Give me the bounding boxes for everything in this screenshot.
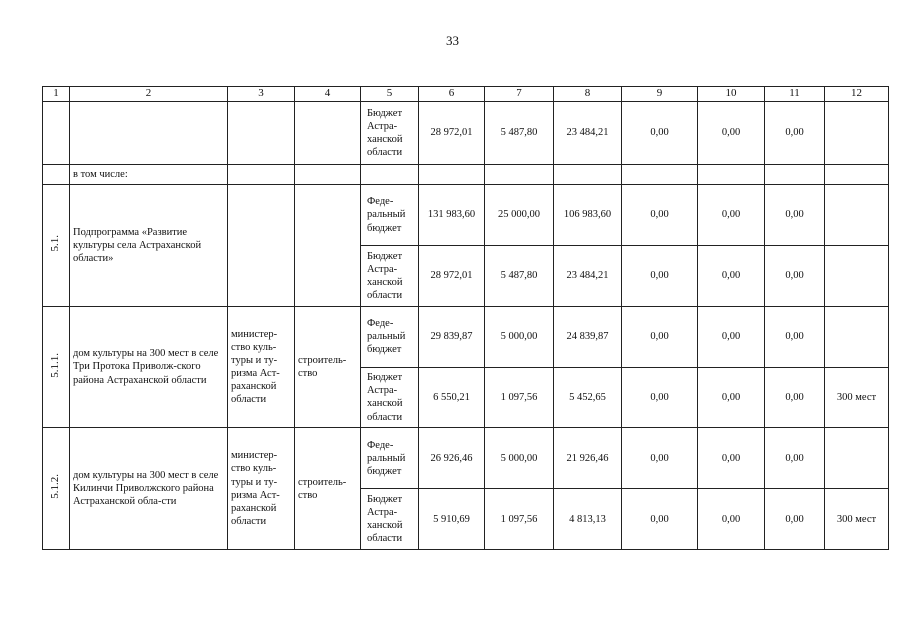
value-cell: 106 983,60: [554, 185, 622, 246]
table-row: [43, 428, 889, 489]
value-cell: 0,00: [765, 428, 825, 489]
value-cell: 5 487,80: [485, 245, 554, 306]
capacity-cell: [825, 102, 889, 165]
source-cell: Бюджет Астра-ханской области: [361, 489, 419, 550]
name-cell: дом культуры на 300 мест в селе Килинчи Приволжского района Астраханской обла-сти: [70, 428, 228, 550]
page-number: 33: [446, 33, 459, 48]
row-code: 5.1.1.: [49, 352, 62, 378]
value-cell: 5 000,00: [485, 428, 554, 489]
value-cell: 25 000,00: [485, 185, 554, 246]
value-cell: 0,00: [698, 245, 765, 306]
source-cell: Бюджет Астра-ханской области: [361, 102, 419, 165]
code-cell: [43, 428, 70, 550]
value-cell: 1 097,56: [485, 367, 554, 428]
code-cell: [43, 185, 70, 307]
col-header: 6: [419, 87, 485, 102]
value-cell: 0,00: [622, 185, 698, 246]
value-cell: 5 910,69: [419, 489, 485, 550]
table-row: [43, 306, 889, 367]
value-cell: 0,00: [622, 245, 698, 306]
value-cell: 0,00: [698, 367, 765, 428]
code-cell: [43, 102, 70, 165]
value-cell: 0,00: [622, 367, 698, 428]
value-cell: 5 487,80: [485, 102, 554, 165]
value-cell: 0,00: [698, 306, 765, 367]
value-cell: 26 926,46: [419, 428, 485, 489]
value-cell: 29 839,87: [419, 306, 485, 367]
value-cell: 0,00: [622, 489, 698, 550]
executor-cell: министер-ство куль-туры и ту-ризма Аст-раханской области: [228, 428, 295, 550]
value-cell: 0,00: [698, 102, 765, 165]
header-row: [43, 87, 889, 102]
col-header: 9: [622, 87, 698, 102]
code-cell: [43, 306, 70, 428]
value-cell: 21 926,46: [554, 428, 622, 489]
source-cell: Феде-ральный бюджет: [361, 428, 419, 489]
value-cell: 131 983,60: [419, 185, 485, 246]
value-cell: 0,00: [698, 185, 765, 246]
capacity-cell: 300 мест: [825, 367, 889, 428]
capacity-cell: [825, 185, 889, 246]
col-header: 10: [698, 87, 765, 102]
value-cell: 0,00: [622, 306, 698, 367]
source-cell: Феде-ральный бюджет: [361, 306, 419, 367]
source-cell: Бюджет Астра-ханской области: [361, 367, 419, 428]
executor-cell: министер-ство куль-туры и ту-ризма Аст-раханской области: [228, 306, 295, 428]
value-cell: 28 972,01: [419, 102, 485, 165]
code-cell: [43, 164, 70, 184]
value-cell: 28 972,01: [419, 245, 485, 306]
name-cell: дом культуры на 300 мест в селе Три Протока Приволж-ского района Астраханской области: [70, 306, 228, 428]
work-cell: строитель-ство: [295, 428, 361, 550]
value-cell: 0,00: [622, 428, 698, 489]
work-cell: [295, 102, 361, 165]
work-cell: [295, 185, 361, 307]
work-cell: строитель-ство: [295, 306, 361, 428]
value-cell: 24 839,87: [554, 306, 622, 367]
name-cell: Подпрограмма «Развитие культуры села Астраханской области»: [70, 185, 228, 307]
value-cell: 0,00: [698, 489, 765, 550]
budget-table: [42, 86, 889, 550]
col-header: 3: [228, 87, 295, 102]
col-header: 8: [554, 87, 622, 102]
value-cell: 23 484,21: [554, 245, 622, 306]
executor-cell: [228, 185, 295, 307]
table-row: [43, 164, 889, 184]
source-cell: Бюджет Астра-ханской области: [361, 245, 419, 306]
col-header: 5: [361, 87, 419, 102]
name-cell: [70, 102, 228, 165]
value-cell: 0,00: [765, 489, 825, 550]
value-cell: 5 000,00: [485, 306, 554, 367]
in-that-number-label: в том числе:: [70, 164, 228, 184]
value-cell: 4 813,13: [554, 489, 622, 550]
value-cell: 0,00: [765, 367, 825, 428]
value-cell: 0,00: [622, 102, 698, 165]
value-cell: 1 097,56: [485, 489, 554, 550]
col-header: 7: [485, 87, 554, 102]
value-cell: 0,00: [765, 245, 825, 306]
table-row: [43, 102, 889, 165]
value-cell: 0,00: [698, 428, 765, 489]
source-cell: Феде-ральный бюджет: [361, 185, 419, 246]
value-cell: 0,00: [765, 306, 825, 367]
col-header: 12: [825, 87, 889, 102]
capacity-cell: [825, 306, 889, 367]
col-header: 4: [295, 87, 361, 102]
table-row: [43, 185, 889, 246]
value-cell: 0,00: [765, 185, 825, 246]
col-header: 1: [43, 87, 70, 102]
row-code: 5.1.: [49, 235, 62, 252]
value-cell: 6 550,21: [419, 367, 485, 428]
value-cell: 0,00: [765, 102, 825, 165]
col-header: 2: [70, 87, 228, 102]
capacity-cell: [825, 245, 889, 306]
col-header: 11: [765, 87, 825, 102]
row-code: 5.1.2.: [49, 474, 62, 499]
capacity-cell: [825, 428, 889, 489]
value-cell: 23 484,21: [554, 102, 622, 165]
capacity-cell: 300 мест: [825, 489, 889, 550]
executor-cell: [228, 102, 295, 165]
value-cell: 5 452,65: [554, 367, 622, 428]
